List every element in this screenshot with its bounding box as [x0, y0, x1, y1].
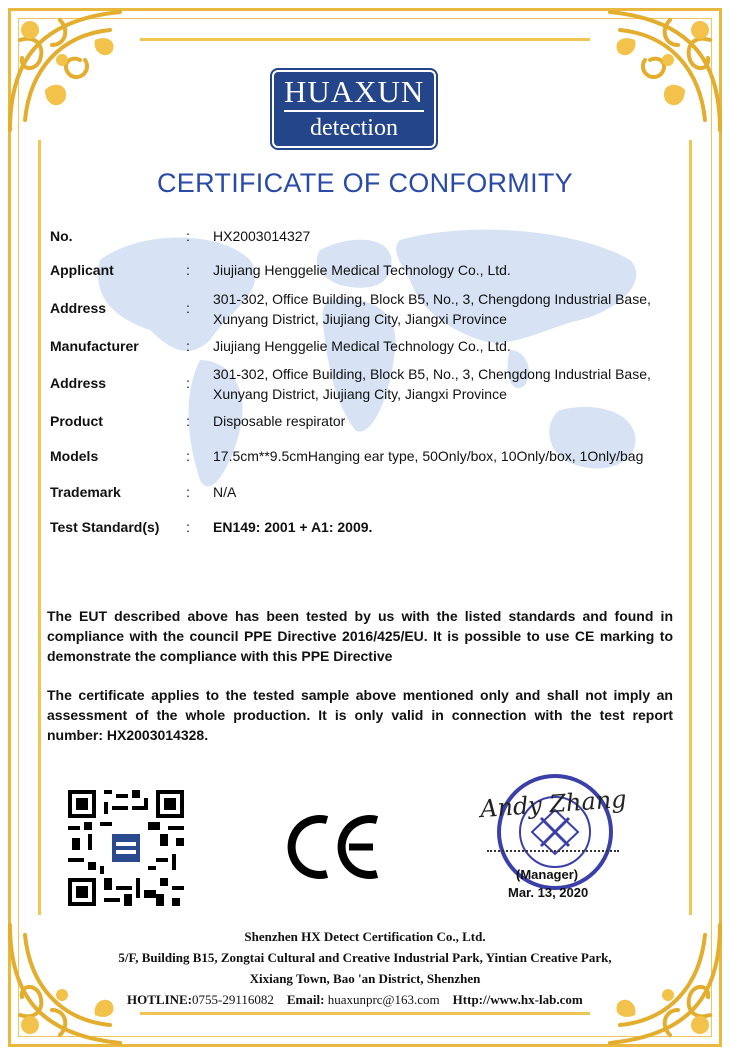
field-colon: :	[186, 484, 190, 500]
bottom-border-bar	[140, 1012, 590, 1015]
footer-company: Shenzhen HX Detect Certification Co., Ltd.	[244, 929, 486, 944]
corner-ornament-icon	[590, 0, 730, 140]
field-value: 301-302, Office Building, Block B5, No., 3, Chengdong Industrial Base, Xunyang District, Jiujiang City, Jiangxi Province	[213, 291, 651, 327]
field-colon: :	[186, 519, 190, 535]
page-title: CERTIFICATE OF CONFORMITY	[157, 168, 573, 198]
field-value: 301-302, Office Building, Block B5, No., 3, Chengdong Industrial Base, Xunyang District, Jiujiang City, Jiangxi Province	[213, 366, 651, 402]
website-link[interactable]: Http://www.hx-lab.com	[452, 992, 583, 1007]
signature-line	[487, 850, 619, 852]
field-label: No.	[50, 228, 73, 244]
field-colon: :	[186, 262, 190, 278]
field-value: 17.5cm**9.5cmHanging ear type, 50Only/box, 10Only/box, 1Only/bag	[213, 448, 644, 464]
field-colon: :	[186, 448, 190, 464]
field-colon: :	[186, 338, 190, 354]
field-label: Manufacturer	[50, 338, 139, 354]
corner-ornament-icon	[0, 0, 140, 140]
email-address[interactable]: huaxunprc@163.com	[327, 992, 440, 1007]
field-value: EN149: 2001 + A1: 2009.	[213, 519, 373, 535]
compliance-statement: The EUT described above has been tested by us with the listed standards and found in compliance with the council PPE Directive 2016/425/EU. It is possible to use CE marking to demonstrate the compliance with this PPE Directive	[47, 608, 673, 664]
field-value: HX2003014327	[213, 228, 311, 244]
hotline-number: 0755-29116082	[192, 992, 274, 1007]
field-label: Trademark	[50, 484, 121, 500]
field-label: Address	[50, 300, 107, 316]
field-label: Product	[50, 413, 103, 429]
footer-contact	[127, 992, 583, 1008]
field-value: Jiujiang Henggelie Medical Technology Co., Ltd.	[213, 262, 511, 278]
footer-address-2: Xixiang Town, Bao 'an District, Shenzhen	[249, 971, 481, 986]
field-colon: :	[186, 300, 190, 316]
qr-code-icon	[68, 790, 184, 906]
logo-line-1: HUAXUN	[284, 74, 424, 112]
footer-address-1: 5/F, Building B15, Zongtai Cultural and Creative Industrial Park, Yintian Creative Park,	[118, 950, 612, 965]
field-label: Test Standard(s)	[50, 519, 160, 535]
email-label: Email:	[286, 992, 325, 1007]
ce-mark-icon	[283, 812, 383, 882]
field-value: Jiujiang Henggelie Medical Technology Co., Ltd.	[213, 338, 511, 354]
field-label: Models	[50, 448, 99, 464]
hotline-label: HOTLINE:	[127, 992, 193, 1007]
certificate-date: Mar. 13, 2020	[508, 885, 589, 900]
field-label: Address	[50, 375, 107, 391]
huaxun-logo	[272, 70, 436, 148]
logo-line-2: detection	[310, 115, 398, 141]
field-colon: :	[186, 375, 190, 391]
field-colon: :	[186, 413, 190, 429]
field-colon: :	[186, 228, 190, 244]
field-label: Applicant	[50, 262, 114, 278]
validity-statement: The certificate applies to the tested sample above mentioned only and shall not imply an assessment of the whole production. It is only valid in connection with the test report number: HX2003014328.	[47, 687, 673, 743]
signer-role: (Manager)	[516, 867, 579, 882]
signature-name: Andy Zhang	[479, 784, 628, 824]
field-value: Disposable respirator	[213, 413, 346, 429]
top-border-bar	[140, 38, 590, 41]
field-value: N/A	[213, 484, 237, 500]
